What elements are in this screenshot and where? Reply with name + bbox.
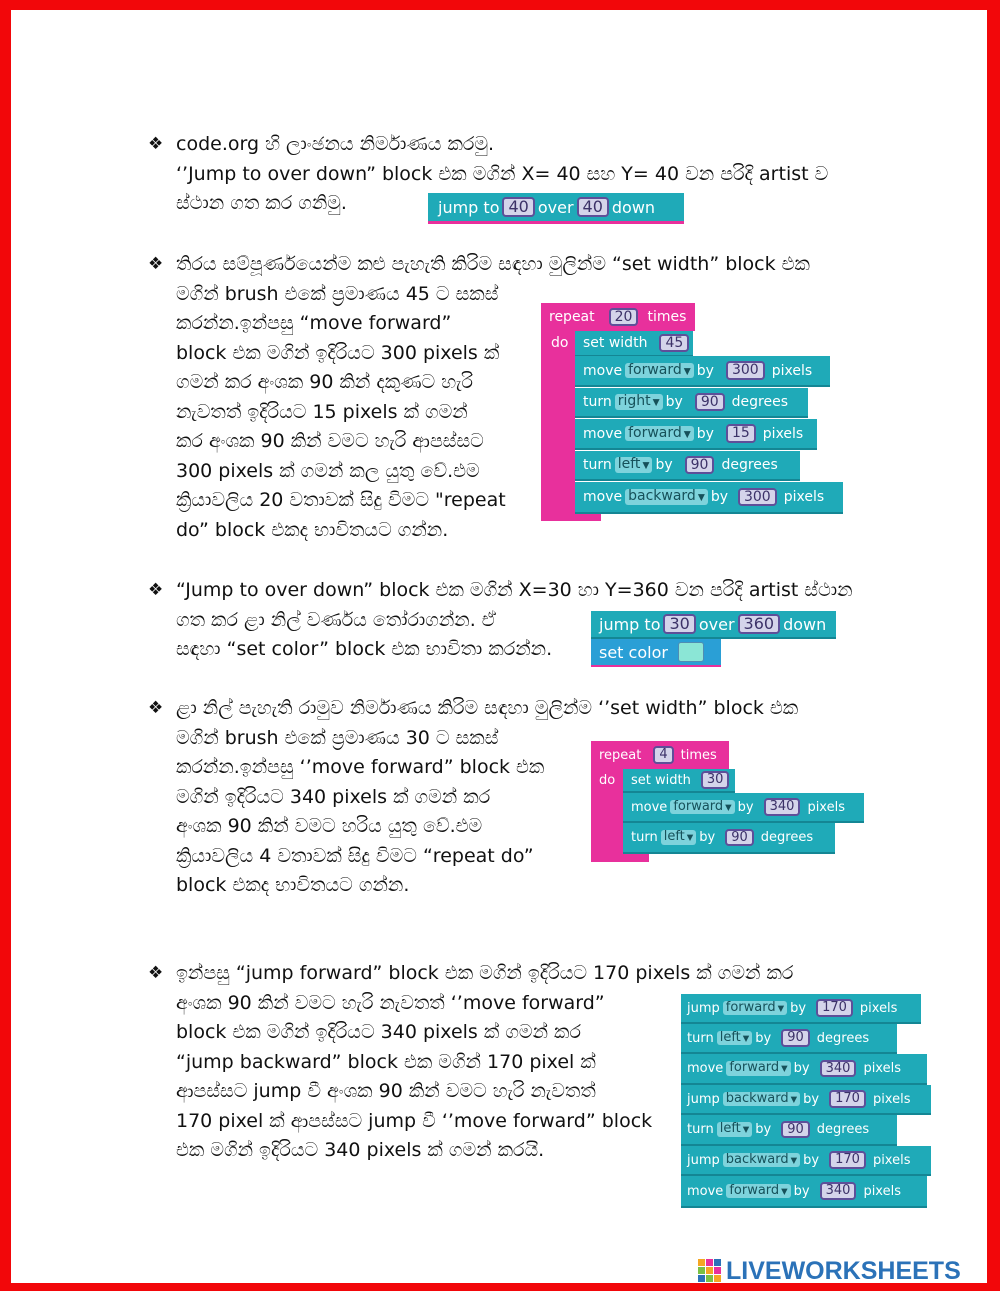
block-word: pixels [863,1183,901,1199]
dropdown-value: left [663,829,685,845]
chevron-down-icon: ▼ [790,1154,798,1165]
x-value[interactable]: 30 [663,614,695,635]
block-word: pixels [859,1000,898,1016]
dropdown-value: forward [725,999,776,1015]
block-word: over [537,197,574,217]
direction-dropdown[interactable] [717,1031,753,1045]
angle-value[interactable]: 90 [781,1029,810,1047]
block-word: repeat [549,309,595,325]
chevron-down-icon: ▼ [777,1002,785,1013]
jump-forward-block[interactable] [681,994,921,1024]
section-2-text: තිරය සම්පූර්ණයෙන්ම කළු පැහැති කිරිම සඳහා මුලින්ම “set width” block එක මගින් brush එකේ ප්‍රමාණය 45 ට සකස් කරන්න.ඉන්පසු “move forward” block එක මගින් ඉදිරියට 300 pixels ක් ගමන් කර අංශක 90 කින් දකුණට හැරි නැවතත් ඉදිරියට 15 pixels ක් ගමන් කර අංශක 90 කින් වමට හැරි ආපස්සට 300 pixels ක් ගමන් කල යුතු වේ.එම ක්‍රියාවලිය 20 වතාවක් සිදු විමට "repeat do” block එකද භාවිතයට ගන්න. [176,253,810,541]
block-word: degrees [816,1122,870,1137]
dropdown-value: left [617,456,641,473]
block-word: pixels [863,1061,901,1076]
direction-dropdown[interactable] [625,426,694,441]
block-word: down [783,614,827,634]
block-word: move [583,425,623,442]
move-forward-block[interactable] [575,419,817,450]
chevron-down-icon: ▼ [725,801,732,812]
chevron-down-icon: ▼ [683,429,691,440]
turn-left-block[interactable] [623,823,835,854]
jump-backward-block[interactable] [681,1146,931,1176]
block-word: times [647,309,687,325]
block-word: degrees [816,1030,870,1046]
block-word: degrees [760,830,814,845]
set-width-block[interactable] [575,331,693,357]
distance-value[interactable]: 340 [820,1060,857,1078]
block-word: pixels [771,362,813,379]
dropdown-value: forward [628,424,682,441]
angle-value[interactable]: 90 [781,1121,810,1139]
dropdown-value: forward [673,798,724,814]
direction-dropdown[interactable] [670,800,734,814]
y-value[interactable]: 40 [577,197,609,218]
bullet-icon: ❖ [148,254,164,274]
width-value[interactable]: 45 [659,334,689,353]
block-word: pixels [807,799,845,815]
block-word: by [755,1030,772,1046]
block-word: move [631,799,668,815]
distance-value[interactable]: 340 [764,798,801,816]
dropdown-value: backward [628,488,696,505]
section-4-text: ළා නිල් පැහැති රාමුව නිර්මාණය කිරිම සඳහා මුලින්ම ‘’set width” block එක මගින් brush එකේ ප්‍රමාණය 30 ට සකස් කරන්න.ඉන්පසු ‘’move forward” block එක මගින් ඉදිරියට 340 pixels ක් ගමන් කර අංශක 90 කින් වමට හරිය යුතු වේ.එම ක්‍රියාවලිය 4 වතාවක් සිදු විමට “repeat do” block එකද භාවිතයට ගන්න. [176,697,799,896]
block-word: over [698,614,735,634]
block-word: jump to [438,197,500,217]
move-forward-block[interactable] [575,356,830,387]
block-word: by [665,394,683,410]
x-value[interactable]: 40 [502,197,534,218]
set-color-block[interactable] [591,639,721,667]
block-word: by [696,362,714,379]
move-forward-block[interactable] [681,1176,927,1208]
block-word: by [793,1183,810,1199]
chevron-down-icon: ▼ [652,398,660,409]
distance-value[interactable]: 300 [738,488,777,507]
move-forward-block[interactable] [623,793,864,823]
direction-dropdown[interactable] [625,363,694,378]
repeat-header[interactable] [591,741,729,769]
block-word: set width [631,772,691,788]
chevron-down-icon: ▼ [686,832,694,843]
distance-value[interactable]: 340 [820,1182,857,1200]
chevron-down-icon: ▼ [742,1032,750,1043]
bullet-icon: ❖ [148,580,164,600]
block-word: set width [583,335,648,351]
distance-value[interactable]: 15 [726,424,756,443]
block-word: by [803,1091,820,1107]
do-label: do [599,773,616,788]
bullet-icon: ❖ [148,134,164,154]
section-5-text: ඉන්පසු “jump forward” block එක මගින් ඉදිරියට 170 pixels ක් ගමන් කර අංශක 90 කින් වමට හැරි නැවතත් ‘’move forward” block එක මගින් ඉදිරියට 340 pixels ක් ගමන් කර “jump backward” block එක මගින් 170 pixel ක් ආපස්සට jump වී අංශක 90 කින් වමට හැරි නැවතත් 170 pixel ක් ආපස්සට jump වී ‘’move forward” block එක මගින් ඉදිරියට 340 pixels ක් ගමන් කරයි. [176,962,794,1161]
chevron-down-icon: ▼ [697,493,705,504]
block-word: turn [583,457,612,473]
turn-left-block[interactable] [575,451,800,481]
dropdown-value: left [719,1121,741,1137]
chevron-down-icon: ▼ [742,1124,750,1135]
set-width-block[interactable] [623,769,735,793]
move-backward-block[interactable] [575,482,843,514]
angle-value[interactable]: 90 [695,393,725,412]
block-word: move [583,362,623,379]
logo-text: LIVEWORKSHEETS [726,1257,961,1285]
block-word: pixels [783,489,825,505]
block-word: turn [687,1122,714,1137]
repeat-header[interactable] [541,303,695,331]
width-value[interactable]: 30 [701,771,730,789]
jump-backward-block[interactable] [681,1085,931,1115]
direction-dropdown[interactable] [615,457,653,472]
repeat-count[interactable]: 20 [609,308,639,327]
block-word: turn [687,1030,714,1046]
block-word: move [583,489,623,505]
direction-dropdown[interactable] [723,1001,787,1015]
logo-grid-icon [698,1259,722,1283]
move-forward-block[interactable] [681,1054,927,1085]
block-word: turn [583,394,612,410]
block-word: by [737,799,754,815]
chevron-down-icon: ▼ [790,1093,798,1104]
jump-to-block-2[interactable] [591,611,836,639]
direction-dropdown[interactable] [723,1092,800,1106]
block-word: jump [687,1152,720,1168]
repeat-body [541,331,575,508]
dropdown-value: right [617,393,651,410]
block-word: by [710,489,728,505]
dropdown-value: forward [628,361,682,378]
direction-dropdown[interactable] [615,394,663,409]
block-word: by [755,1122,772,1137]
direction-dropdown[interactable] [726,1184,790,1198]
dropdown-value: left [719,1029,741,1045]
block-word: by [793,1061,810,1076]
block-word: by [803,1152,820,1168]
block-word: degrees [721,457,778,473]
block-word: pixels [872,1152,911,1168]
block-word: jump [687,1000,720,1016]
block-word: by [655,457,673,473]
dropdown-value: forward [729,1060,780,1076]
angle-value[interactable]: 90 [685,456,715,475]
chevron-down-icon: ▼ [642,461,650,472]
block-word: times [680,747,717,763]
bullet-icon: ❖ [148,698,164,718]
direction-dropdown[interactable] [625,489,708,504]
repeat-count[interactable]: 4 [653,746,673,764]
dropdown-value: backward [725,1090,789,1106]
block-word: move [687,1061,724,1076]
direction-dropdown[interactable] [723,1153,800,1167]
block-word: by [696,425,714,442]
turn-left-block[interactable] [681,1024,897,1054]
distance-value[interactable]: 170 [829,1151,866,1169]
color-swatch[interactable] [678,642,704,662]
repeat-body [591,769,623,851]
dropdown-value: backward [725,1151,789,1167]
do-label: do [551,335,569,351]
section-3-text: “Jump to over down” block එක මගින් X=30 හා Y=360 වන පරිදි artist ස්ථාන ගත කර ළා නිල් වර්ණය තෝරාගන්න. ඒ සඳහා “set color” block එක භාවිතා කරන්න. [176,579,853,660]
block-word: repeat [599,747,642,763]
angle-value[interactable]: 90 [725,829,754,847]
turn-left-block[interactable] [681,1115,897,1146]
turn-right-block[interactable] [575,388,808,418]
block-word: turn [631,830,658,845]
distance-value[interactable]: 170 [829,1090,866,1108]
direction-dropdown[interactable] [717,1122,753,1136]
block-word: by [790,1000,807,1016]
chevron-down-icon: ▼ [781,1063,788,1074]
section-1-text: code.org හි ලාංඡනය නිර්මාණය කරමු. ‘’Jump to over down” block එක මගින් X= 40 සහ Y= 40 වන පරිදි artist ව ස්ථාන ගත කර ගනිමු. [176,133,829,214]
block-word: down [611,197,656,217]
chevron-down-icon: ▼ [683,366,691,377]
dropdown-value: forward [729,1182,780,1198]
block-word: degrees [731,394,789,410]
block-word: move [687,1183,724,1199]
direction-dropdown[interactable] [661,830,697,844]
distance-value[interactable]: 170 [816,999,853,1017]
bullet-icon: ❖ [148,963,164,983]
distance-value[interactable]: 300 [726,361,765,380]
block-word: by [699,830,716,845]
y-value[interactable]: 360 [738,614,781,635]
liveworksheets-logo [698,1257,989,1285]
block-word: pixels [872,1091,911,1107]
block-word: jump [687,1091,720,1107]
block-word: pixels [762,425,804,442]
block-word: jump to [599,614,661,634]
block-word: set color [599,642,668,662]
jump-to-block-1[interactable] [428,193,684,224]
chevron-down-icon: ▼ [781,1185,788,1196]
direction-dropdown[interactable] [726,1061,790,1075]
